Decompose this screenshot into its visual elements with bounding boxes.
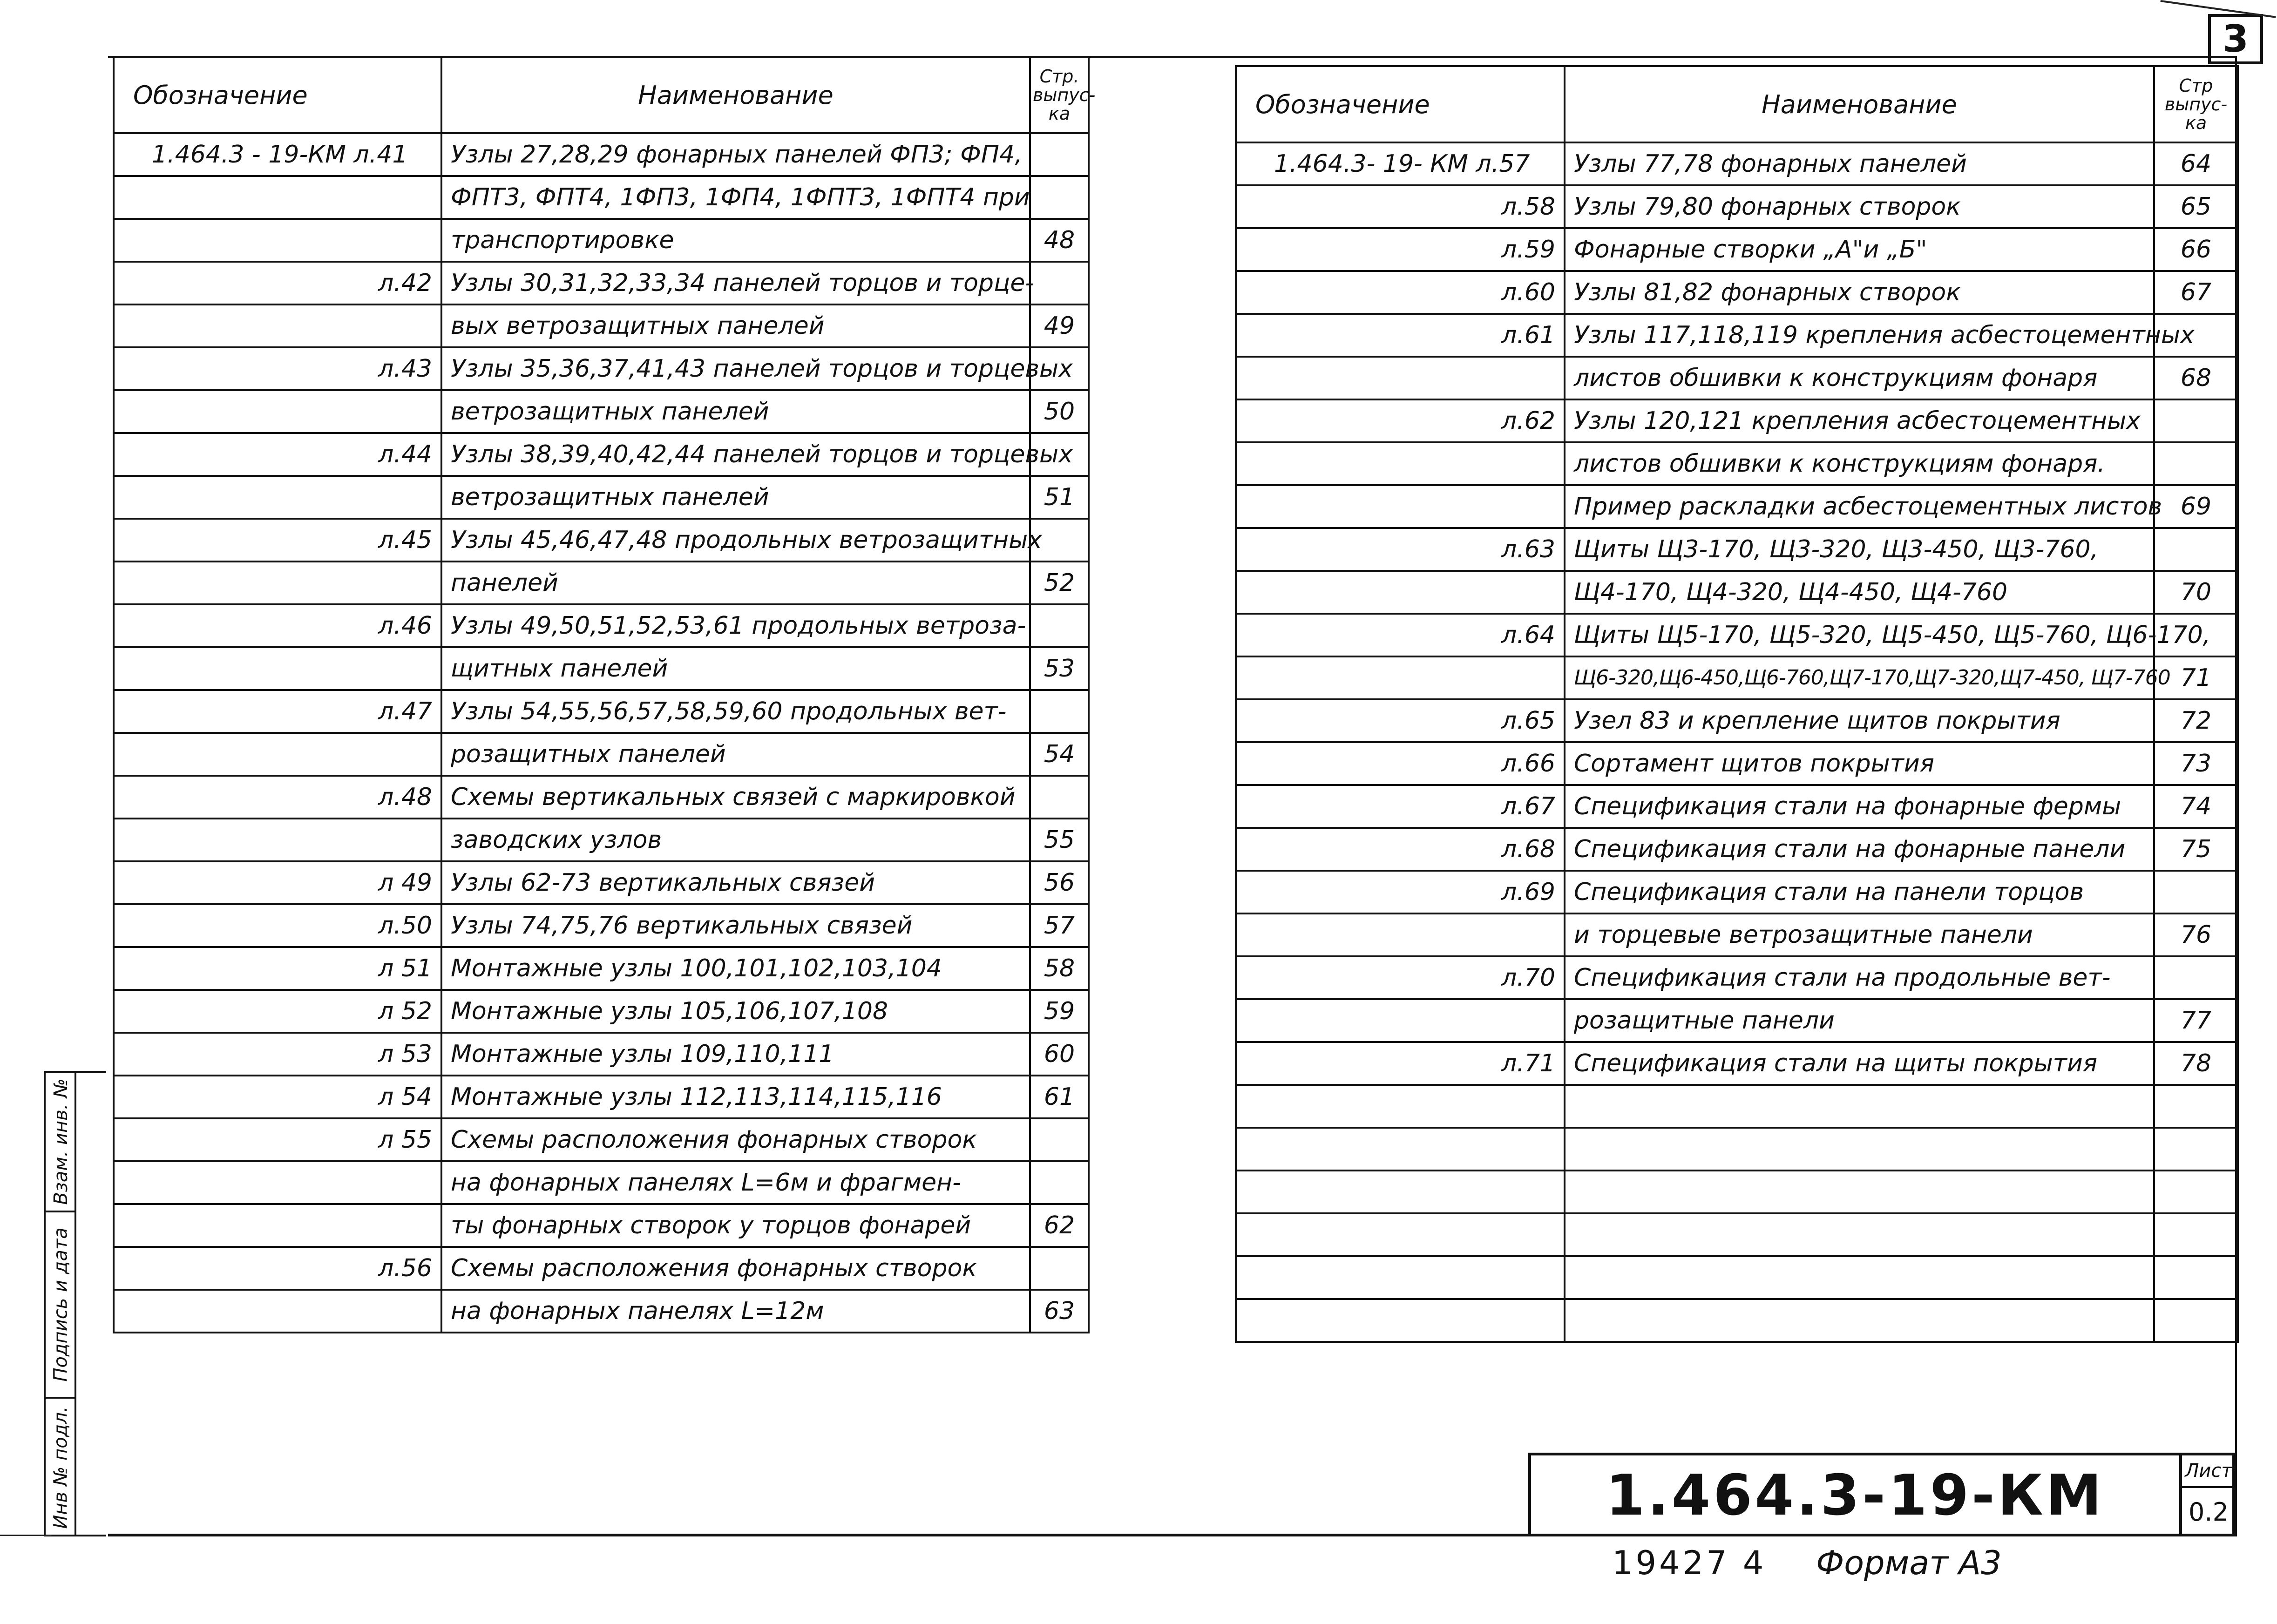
designation-cell: л.64 bbox=[1236, 614, 1565, 656]
page-cell bbox=[1030, 133, 1089, 176]
table-row bbox=[114, 1204, 1089, 1247]
name-cell: Спецификация стали на щиты покрытия bbox=[1565, 1042, 2154, 1085]
page-cell bbox=[2154, 956, 2238, 999]
stamp-replaced-inv: Взам. инв. № bbox=[46, 1073, 76, 1212]
table-row bbox=[114, 947, 1089, 990]
page-cell: 71 bbox=[2154, 656, 2238, 699]
page-cell: 52 bbox=[1030, 562, 1089, 604]
table-row bbox=[114, 861, 1089, 904]
designation-cell bbox=[114, 390, 441, 433]
designation-cell: л 52 bbox=[114, 990, 441, 1033]
page-cell bbox=[2154, 1128, 2238, 1171]
table-row bbox=[1236, 228, 2238, 271]
table-row bbox=[1236, 142, 2238, 185]
name-cell: Узлы 35,36,37,41,43 панелей торцов и торцевых bbox=[441, 347, 1030, 390]
name-cell: Узлы 27,28,29 фонарных панелей ФП3; ФП4, bbox=[441, 133, 1030, 176]
table-row bbox=[1236, 871, 2238, 914]
page-cell bbox=[2154, 871, 2238, 914]
table-row bbox=[1236, 485, 2238, 528]
name-cell: розащитных панелей bbox=[441, 733, 1030, 776]
designation-cell: л 49 bbox=[114, 861, 441, 904]
name-cell: Монтажные узлы 112,113,114,115,116 bbox=[441, 1076, 1030, 1118]
table-row bbox=[114, 176, 1089, 219]
designation-cell: л.62 bbox=[1236, 399, 1565, 442]
designation-cell bbox=[1236, 914, 1565, 956]
table-row bbox=[114, 433, 1089, 476]
page-cell: 55 bbox=[1030, 819, 1089, 861]
designation-cell bbox=[114, 1290, 441, 1333]
page-cell bbox=[1030, 262, 1089, 304]
designation-cell bbox=[114, 562, 441, 604]
table-row bbox=[1236, 699, 2238, 742]
designation-cell: л.46 bbox=[114, 604, 441, 647]
name-cell: Щ4-170, Щ4-320, Щ4-450, Щ4-760 bbox=[1565, 571, 2154, 614]
name-cell: Узел 83 и крепление щитов покрытия bbox=[1565, 699, 2154, 742]
designation-cell bbox=[114, 733, 441, 776]
designation-cell bbox=[1236, 442, 1565, 485]
name-cell bbox=[1565, 1171, 2154, 1213]
name-cell: Спецификация стали на панели торцов bbox=[1565, 871, 2154, 914]
designation-cell: л.71 bbox=[1236, 1042, 1565, 1085]
designation-cell: л.69 bbox=[1236, 871, 1565, 914]
page-cell bbox=[1030, 690, 1089, 733]
name-cell: Узлы 81,82 фонарных створок bbox=[1565, 271, 2154, 314]
name-cell: Узлы 30,31,32,33,34 панелей торцов и торце- bbox=[441, 262, 1030, 304]
designation-cell bbox=[1236, 1299, 1565, 1342]
name-cell: Сортамент щитов покрытия bbox=[1565, 742, 2154, 785]
name-cell: ветрозащитных панелей bbox=[441, 390, 1030, 433]
page-cell: 78 bbox=[2154, 1042, 2238, 1085]
designation-cell bbox=[1236, 656, 1565, 699]
table-row bbox=[1236, 614, 2238, 656]
name-cell: Фонарные створки „А"и „Б" bbox=[1565, 228, 2154, 271]
table-row bbox=[1236, 742, 2238, 785]
page-cell: 68 bbox=[2154, 357, 2238, 399]
page-cell bbox=[2154, 442, 2238, 485]
table-row bbox=[114, 647, 1089, 690]
designation-cell bbox=[1236, 1085, 1565, 1128]
designation-cell: л.45 bbox=[114, 519, 441, 562]
designation-cell: 1.464.3- 19- КМ л.57 bbox=[1236, 142, 1565, 185]
table-row bbox=[1236, 314, 2238, 357]
page-cell: 70 bbox=[2154, 571, 2238, 614]
designation-cell bbox=[1236, 1128, 1565, 1171]
header-name: Наименование bbox=[1565, 66, 2154, 142]
table-row bbox=[1236, 357, 2238, 399]
name-cell: Монтажные узлы 105,106,107,108 bbox=[441, 990, 1030, 1033]
page-cell bbox=[1030, 1247, 1089, 1290]
table-header-row bbox=[1236, 66, 2238, 142]
page-cell bbox=[2154, 528, 2238, 571]
scan-mark bbox=[0, 1535, 51, 1536]
page-cell: 50 bbox=[1030, 390, 1089, 433]
table-row bbox=[114, 262, 1089, 304]
table-row bbox=[114, 1033, 1089, 1076]
archive-number: 19427 4 bbox=[1612, 1544, 1767, 1582]
page-cell: 59 bbox=[1030, 990, 1089, 1033]
stamp-signature-date: Подпись и дата bbox=[46, 1212, 76, 1399]
name-cell: на фонарных панелях L=12м bbox=[441, 1290, 1030, 1333]
page-cell: 62 bbox=[1030, 1204, 1089, 1247]
table-row bbox=[1236, 442, 2238, 485]
page-cell: 69 bbox=[2154, 485, 2238, 528]
designation-cell bbox=[1236, 999, 1565, 1042]
name-cell: транспортировке bbox=[441, 219, 1030, 262]
name-cell: Спецификация стали на фонарные панели bbox=[1565, 828, 2154, 871]
name-cell bbox=[1565, 1128, 2154, 1171]
designation-cell: л 53 bbox=[114, 1033, 441, 1076]
name-cell: Щиты Щ5-170, Щ5-320, Щ5-450, Щ5-760, Щ6-170, bbox=[1565, 614, 2154, 656]
designation-cell: л.56 bbox=[114, 1247, 441, 1290]
sheet-label: Лист bbox=[2182, 1455, 2235, 1488]
table-row bbox=[1236, 271, 2238, 314]
name-cell: заводских узлов bbox=[441, 819, 1030, 861]
header-name: Наименование bbox=[441, 57, 1030, 133]
designation-cell: л.67 bbox=[1236, 785, 1565, 828]
table-row bbox=[1236, 999, 2238, 1042]
designation-cell: л.59 bbox=[1236, 228, 1565, 271]
name-cell: Щ6-320,Щ6-450,Щ6-760,Щ7-170,Щ7-320,Щ7-450, Щ7-760 bbox=[1565, 656, 2154, 699]
page-cell bbox=[2154, 1171, 2238, 1213]
name-cell: Узлы 120,121 крепления асбестоцементных bbox=[1565, 399, 2154, 442]
title-block bbox=[1528, 1453, 2235, 1536]
table-row bbox=[1236, 1299, 2238, 1342]
name-cell: Спецификация стали на фонарные фермы bbox=[1565, 785, 2154, 828]
name-cell: ФПТ3, ФПТ4, 1ФП3, 1ФП4, 1ФПТ3, 1ФПТ4 при bbox=[441, 176, 1030, 219]
table-row bbox=[114, 562, 1089, 604]
table-row bbox=[1236, 1128, 2238, 1171]
table-row bbox=[114, 733, 1089, 776]
name-cell: Пример раскладки асбестоцементных листов bbox=[1565, 485, 2154, 528]
header-designation: Обозначение bbox=[114, 57, 441, 133]
table-row bbox=[1236, 1171, 2238, 1213]
name-cell: Узлы 45,46,47,48 продольных ветрозащитных bbox=[441, 519, 1030, 562]
format-label: Формат А3 bbox=[1816, 1544, 2002, 1582]
table-row bbox=[1236, 828, 2238, 871]
table-row bbox=[114, 1076, 1089, 1118]
name-cell bbox=[1565, 1256, 2154, 1299]
header-designation: Обозначение bbox=[1236, 66, 1565, 142]
designation-cell bbox=[114, 304, 441, 347]
name-cell: ветрозащитных панелей bbox=[441, 476, 1030, 519]
right-contents-table bbox=[1235, 65, 2239, 1343]
table-row bbox=[114, 1290, 1089, 1333]
name-cell: Узлы 38,39,40,42,44 панелей торцов и торцевых bbox=[441, 433, 1030, 476]
page-cell: 64 bbox=[2154, 142, 2238, 185]
page-cell bbox=[1030, 176, 1089, 219]
page-cell: 49 bbox=[1030, 304, 1089, 347]
page-cell: 65 bbox=[2154, 185, 2238, 228]
name-cell: на фонарных панелях L=6м и фрагмен- bbox=[441, 1161, 1030, 1204]
table-row bbox=[114, 819, 1089, 861]
name-cell: розащитные панели bbox=[1565, 999, 2154, 1042]
page-cell: 63 bbox=[1030, 1290, 1089, 1333]
name-cell: панелей bbox=[441, 562, 1030, 604]
table-row bbox=[114, 604, 1089, 647]
page-cell: 48 bbox=[1030, 219, 1089, 262]
page-cell bbox=[2154, 1256, 2238, 1299]
name-cell: и торцевые ветрозащитные панели bbox=[1565, 914, 2154, 956]
table-row bbox=[114, 776, 1089, 819]
table-row bbox=[1236, 956, 2238, 999]
table-row bbox=[114, 219, 1089, 262]
name-cell: листов обшивки к конструкциям фонаря. bbox=[1565, 442, 2154, 485]
name-cell: Щиты Щ3-170, Щ3-320, Щ3-450, Щ3-760, bbox=[1565, 528, 2154, 571]
page-cell bbox=[2154, 399, 2238, 442]
name-cell: Монтажные узлы 100,101,102,103,104 bbox=[441, 947, 1030, 990]
right-table-body bbox=[1236, 142, 2238, 1342]
designation-cell: л.47 bbox=[114, 690, 441, 733]
page-cell bbox=[1030, 776, 1089, 819]
table-header-row bbox=[114, 57, 1089, 133]
designation-cell: л.48 bbox=[114, 776, 441, 819]
page-cell: 75 bbox=[2154, 828, 2238, 871]
table-row bbox=[1236, 399, 2238, 442]
page-cell: 76 bbox=[2154, 914, 2238, 956]
table-row bbox=[1236, 1085, 2238, 1128]
designation-cell: л.50 bbox=[114, 904, 441, 947]
designation-cell bbox=[1236, 1256, 1565, 1299]
designation-cell bbox=[114, 1204, 441, 1247]
table-row bbox=[114, 1247, 1089, 1290]
name-cell: Узлы 79,80 фонарных створок bbox=[1565, 185, 2154, 228]
table-row bbox=[1236, 185, 2238, 228]
name-cell: Спецификация стали на продольные вет- bbox=[1565, 956, 2154, 999]
name-cell: Узлы 74,75,76 вертикальных связей bbox=[441, 904, 1030, 947]
designation-cell: л.63 bbox=[1236, 528, 1565, 571]
name-cell: щитных панелей bbox=[441, 647, 1030, 690]
table-row bbox=[1236, 914, 2238, 956]
page-cell bbox=[2154, 1213, 2238, 1256]
table-row bbox=[114, 347, 1089, 390]
page-cell bbox=[1030, 1118, 1089, 1161]
name-cell: Схемы вертикальных связей с маркировкой bbox=[441, 776, 1030, 819]
designation-cell: л.42 bbox=[114, 262, 441, 304]
designation-cell bbox=[1236, 1213, 1565, 1256]
name-cell: ты фонарных створок у торцов фонарей bbox=[441, 1204, 1030, 1247]
designation-cell: л.60 bbox=[1236, 271, 1565, 314]
designation-cell bbox=[1236, 1171, 1565, 1213]
page-cell bbox=[1030, 604, 1089, 647]
sheet-corner-number: 3 bbox=[2208, 14, 2263, 64]
designation-cell: л 54 bbox=[114, 1076, 441, 1118]
table-row bbox=[114, 690, 1089, 733]
designation-cell: л.44 bbox=[114, 433, 441, 476]
sheet-value: 0.2 bbox=[2189, 1497, 2229, 1527]
page-cell: 66 bbox=[2154, 228, 2238, 271]
designation-cell bbox=[114, 1161, 441, 1204]
table-row bbox=[114, 304, 1089, 347]
stamp-inv-orig: Инв № подл. bbox=[50, 1406, 72, 1529]
table-row bbox=[114, 1118, 1089, 1161]
table-row bbox=[114, 390, 1089, 433]
name-cell: Узлы 54,55,56,57,58,59,60 продольных вет- bbox=[441, 690, 1030, 733]
designation-cell: л.70 bbox=[1236, 956, 1565, 999]
designation-cell: л 55 bbox=[114, 1118, 441, 1161]
table-row bbox=[1236, 1213, 2238, 1256]
designation-cell bbox=[1236, 357, 1565, 399]
page-cell: 54 bbox=[1030, 733, 1089, 776]
designation-cell bbox=[1236, 571, 1565, 614]
table-row bbox=[114, 1161, 1089, 1204]
left-table-body bbox=[114, 133, 1089, 1333]
designation-cell bbox=[114, 647, 441, 690]
designation-cell: 1.464.3 - 19-КМ л.41 bbox=[114, 133, 441, 176]
name-cell: Узлы 49,50,51,52,53,61 продольных ветроза- bbox=[441, 604, 1030, 647]
table-row bbox=[1236, 656, 2238, 699]
name-cell: Узлы 77,78 фонарных панелей bbox=[1565, 142, 2154, 185]
table-row bbox=[114, 519, 1089, 562]
name-cell: Монтажные узлы 109,110,111 bbox=[441, 1033, 1030, 1076]
designation-cell: л.65 bbox=[1236, 699, 1565, 742]
name-cell bbox=[1565, 1299, 2154, 1342]
page-cell: 73 bbox=[2154, 742, 2238, 785]
table-row bbox=[114, 133, 1089, 176]
table-row bbox=[1236, 1042, 2238, 1085]
side-stamp bbox=[44, 1071, 106, 1536]
name-cell: вых ветрозащитных панелей bbox=[441, 304, 1030, 347]
name-cell: Узлы 117,118,119 крепления асбестоцементных bbox=[1565, 314, 2154, 357]
designation-cell bbox=[1236, 485, 1565, 528]
designation-cell bbox=[114, 819, 441, 861]
name-cell: Схемы расположения фонарных створок bbox=[441, 1247, 1030, 1290]
page-cell bbox=[2154, 1085, 2238, 1128]
table-row bbox=[1236, 528, 2238, 571]
table-row bbox=[114, 990, 1089, 1033]
left-contents-table bbox=[113, 56, 1096, 1333]
page-cell: 53 bbox=[1030, 647, 1089, 690]
page-cell: 60 bbox=[1030, 1033, 1089, 1076]
designation-cell bbox=[114, 176, 441, 219]
designation-cell bbox=[114, 219, 441, 262]
designation-cell: л.43 bbox=[114, 347, 441, 390]
page-cell: 57 bbox=[1030, 904, 1089, 947]
page-cell: 72 bbox=[2154, 699, 2238, 742]
page-cell bbox=[2154, 1299, 2238, 1342]
page-cell: 58 bbox=[1030, 947, 1089, 990]
page-cell: 77 bbox=[2154, 999, 2238, 1042]
page-cell: 61 bbox=[1030, 1076, 1089, 1118]
table-row bbox=[1236, 1256, 2238, 1299]
designation-cell: л 51 bbox=[114, 947, 441, 990]
name-cell: листов обшивки к конструкциям фонаря bbox=[1565, 357, 2154, 399]
page-cell: 74 bbox=[2154, 785, 2238, 828]
header-page: Стр выпус-ка bbox=[2154, 66, 2238, 142]
name-cell bbox=[1565, 1085, 2154, 1128]
table-row bbox=[1236, 571, 2238, 614]
designation-cell: л.61 bbox=[1236, 314, 1565, 357]
table-row bbox=[1236, 785, 2238, 828]
header-page: Стр. выпус-ка bbox=[1030, 57, 1089, 133]
page-cell bbox=[1030, 1161, 1089, 1204]
designation-cell: л.58 bbox=[1236, 185, 1565, 228]
designation-cell bbox=[114, 476, 441, 519]
page-cell: 67 bbox=[2154, 271, 2238, 314]
designation-cell: л.68 bbox=[1236, 828, 1565, 871]
name-cell: Схемы расположения фонарных створок bbox=[441, 1118, 1030, 1161]
page-cell: 56 bbox=[1030, 861, 1089, 904]
name-cell: Узлы 62-73 вертикальных связей bbox=[441, 861, 1030, 904]
name-cell bbox=[1565, 1213, 2154, 1256]
table-row bbox=[114, 904, 1089, 947]
page-cell: 51 bbox=[1030, 476, 1089, 519]
designation-cell: л.66 bbox=[1236, 742, 1565, 785]
table-row bbox=[114, 476, 1089, 519]
document-code: 1.464.3-19-КМ bbox=[1531, 1455, 2182, 1536]
